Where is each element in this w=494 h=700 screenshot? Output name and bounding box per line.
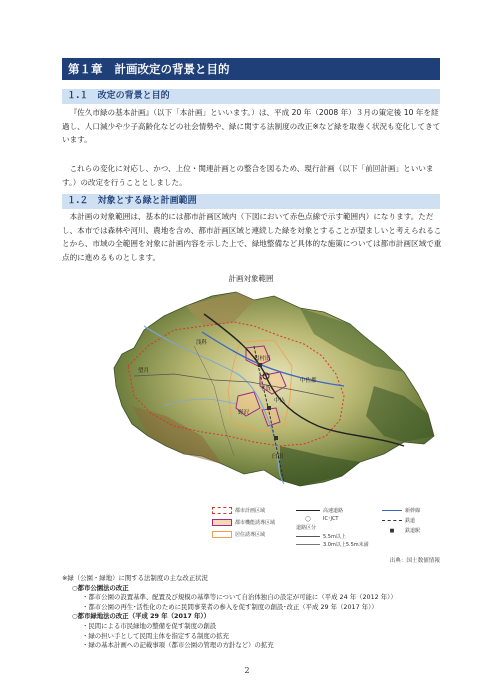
station-marker <box>274 436 278 440</box>
legend-ic-jct: ◯ IC･JCT <box>296 515 339 522</box>
orange-box-icon <box>212 531 232 538</box>
shinkansen-line-icon <box>382 510 402 511</box>
legend-railway: 鉄道 <box>382 517 415 524</box>
road-wide-line-icon <box>296 536 320 537</box>
section-number-1: １.１ <box>67 91 89 101</box>
section-heading-1 <box>62 89 440 104</box>
notes-item: ・都市公園の設置基準、配置及び規模の基準等について自治体独自の設定が可能に（平成 24 年（2012 年）） <box>82 593 397 602</box>
purple-box-icon <box>212 519 232 526</box>
paragraph-scope: 本計画の対象範囲は、基本的には都市計画区域内（下図において赤色点線で示す範囲内）になります。ただし、本市では森林や河川、農地を含め、都市計画区域と連続した緑を対象とすることが望ましいと考えられることから、市域の全範囲を対象に計画内容を示した上で、緑地整備など具体的な施策については都市計画区域で重点的に進めるものとします。 <box>62 212 442 262</box>
legend-city-plan-area: 都市計画区域 <box>212 507 265 514</box>
legend-residential-area: 居住誘導区域 <box>212 531 265 538</box>
place-label-iwamurada: 岩村田 <box>254 356 271 362</box>
station-marker <box>258 363 262 367</box>
section-heading-2 <box>62 194 440 209</box>
map-source: 出典：国土数値情報 <box>389 558 440 564</box>
road-narrow-line-icon <box>296 544 320 545</box>
place-label-nozawa: 野沢 <box>238 410 250 416</box>
ic-circle-icon: ◯ <box>305 515 311 522</box>
notes-item: ・緑の担い手として民間主体を指定する制度の拡充 <box>82 631 229 640</box>
dotted-box-icon <box>212 507 232 514</box>
legend-urban-function-area: 都市機能誘導区域 <box>212 519 275 526</box>
place-label-usuda: 臼田 <box>272 454 284 460</box>
plan-area-map <box>104 286 442 492</box>
legend-road-narrow: 3.0m以上5.5m未満 <box>296 541 369 548</box>
notes-heading: ※緑（公園・緑地）に関する法制度の主な改正状況 <box>62 574 208 582</box>
chapter-heading <box>62 58 440 80</box>
place-label-mochizuki: 望月 <box>138 368 150 374</box>
map-legend <box>212 505 440 551</box>
paragraph-background: 『佐久市緑の基本計画』（以下「本計画」といいます。）は、平成 20 年（2008 年）３月の策定後 10 年を経過し、人口減少や少子高齢化などの社会情勢や、緑に関する法制度の改正※など緑を取巻く状況も変化してきています。 <box>62 108 441 145</box>
place-label-asashina: 浅科 <box>196 340 208 346</box>
paragraph-purpose: これらの変化に対応し、かつ、上位・関連計画との整合を図るため、現行計画（以下「前回計画」といいます。）の改定を行うこととしました。 <box>62 164 434 187</box>
notes-item: ・民間による市民緑地の整備を促す制度の創設 <box>82 621 217 630</box>
station-marker <box>267 406 271 410</box>
notes-group-title: ○都市緑地法の改正（平成 29 年（2017 年）） <box>72 612 210 621</box>
map-title: 計画対象範囲 <box>228 274 274 283</box>
expressway-line-icon <box>296 510 320 511</box>
page-number: 2 <box>244 666 250 675</box>
legend-expressway: 高速道路 <box>296 507 343 514</box>
terrain-map-svg <box>104 286 442 492</box>
station-square-icon: ■ <box>389 527 395 534</box>
place-label-hiraga: 平賀 <box>260 386 272 392</box>
section-number-2: １.２ <box>67 196 89 206</box>
notes-item: ・都市公園の再生･活性化のために民間事業者の参入を促す制度の創設･改正（平成 29 年（2017 年）） <box>82 602 378 611</box>
section-title-2: 対象とする緑と計画範囲 <box>97 196 197 206</box>
place-label-nakasato: 中佐都 <box>300 378 317 384</box>
chapter-title: 計画改定の背景と目的 <box>114 62 230 76</box>
railway-line-icon <box>382 520 402 521</box>
legend-shinkansen: 新幹線 <box>382 507 420 514</box>
legend-road-class: 道路区分 <box>296 525 317 531</box>
chapter-number: 第１章 <box>68 62 103 76</box>
notes-item: ・緑の基本計画への記載事項（都市公園の管理の方針など）の拡充 <box>82 641 274 650</box>
notes-group-title: ○都市公園法の改正 <box>72 583 129 592</box>
legend-station: ■ 鉄道駅 <box>382 527 420 534</box>
section-title-1: 改定の背景と目的 <box>97 91 170 101</box>
place-label-nakagomi: 中込 <box>274 398 286 404</box>
legend-road-wide: 5.5m以上 <box>296 533 346 540</box>
law-revision-notes <box>62 574 442 651</box>
